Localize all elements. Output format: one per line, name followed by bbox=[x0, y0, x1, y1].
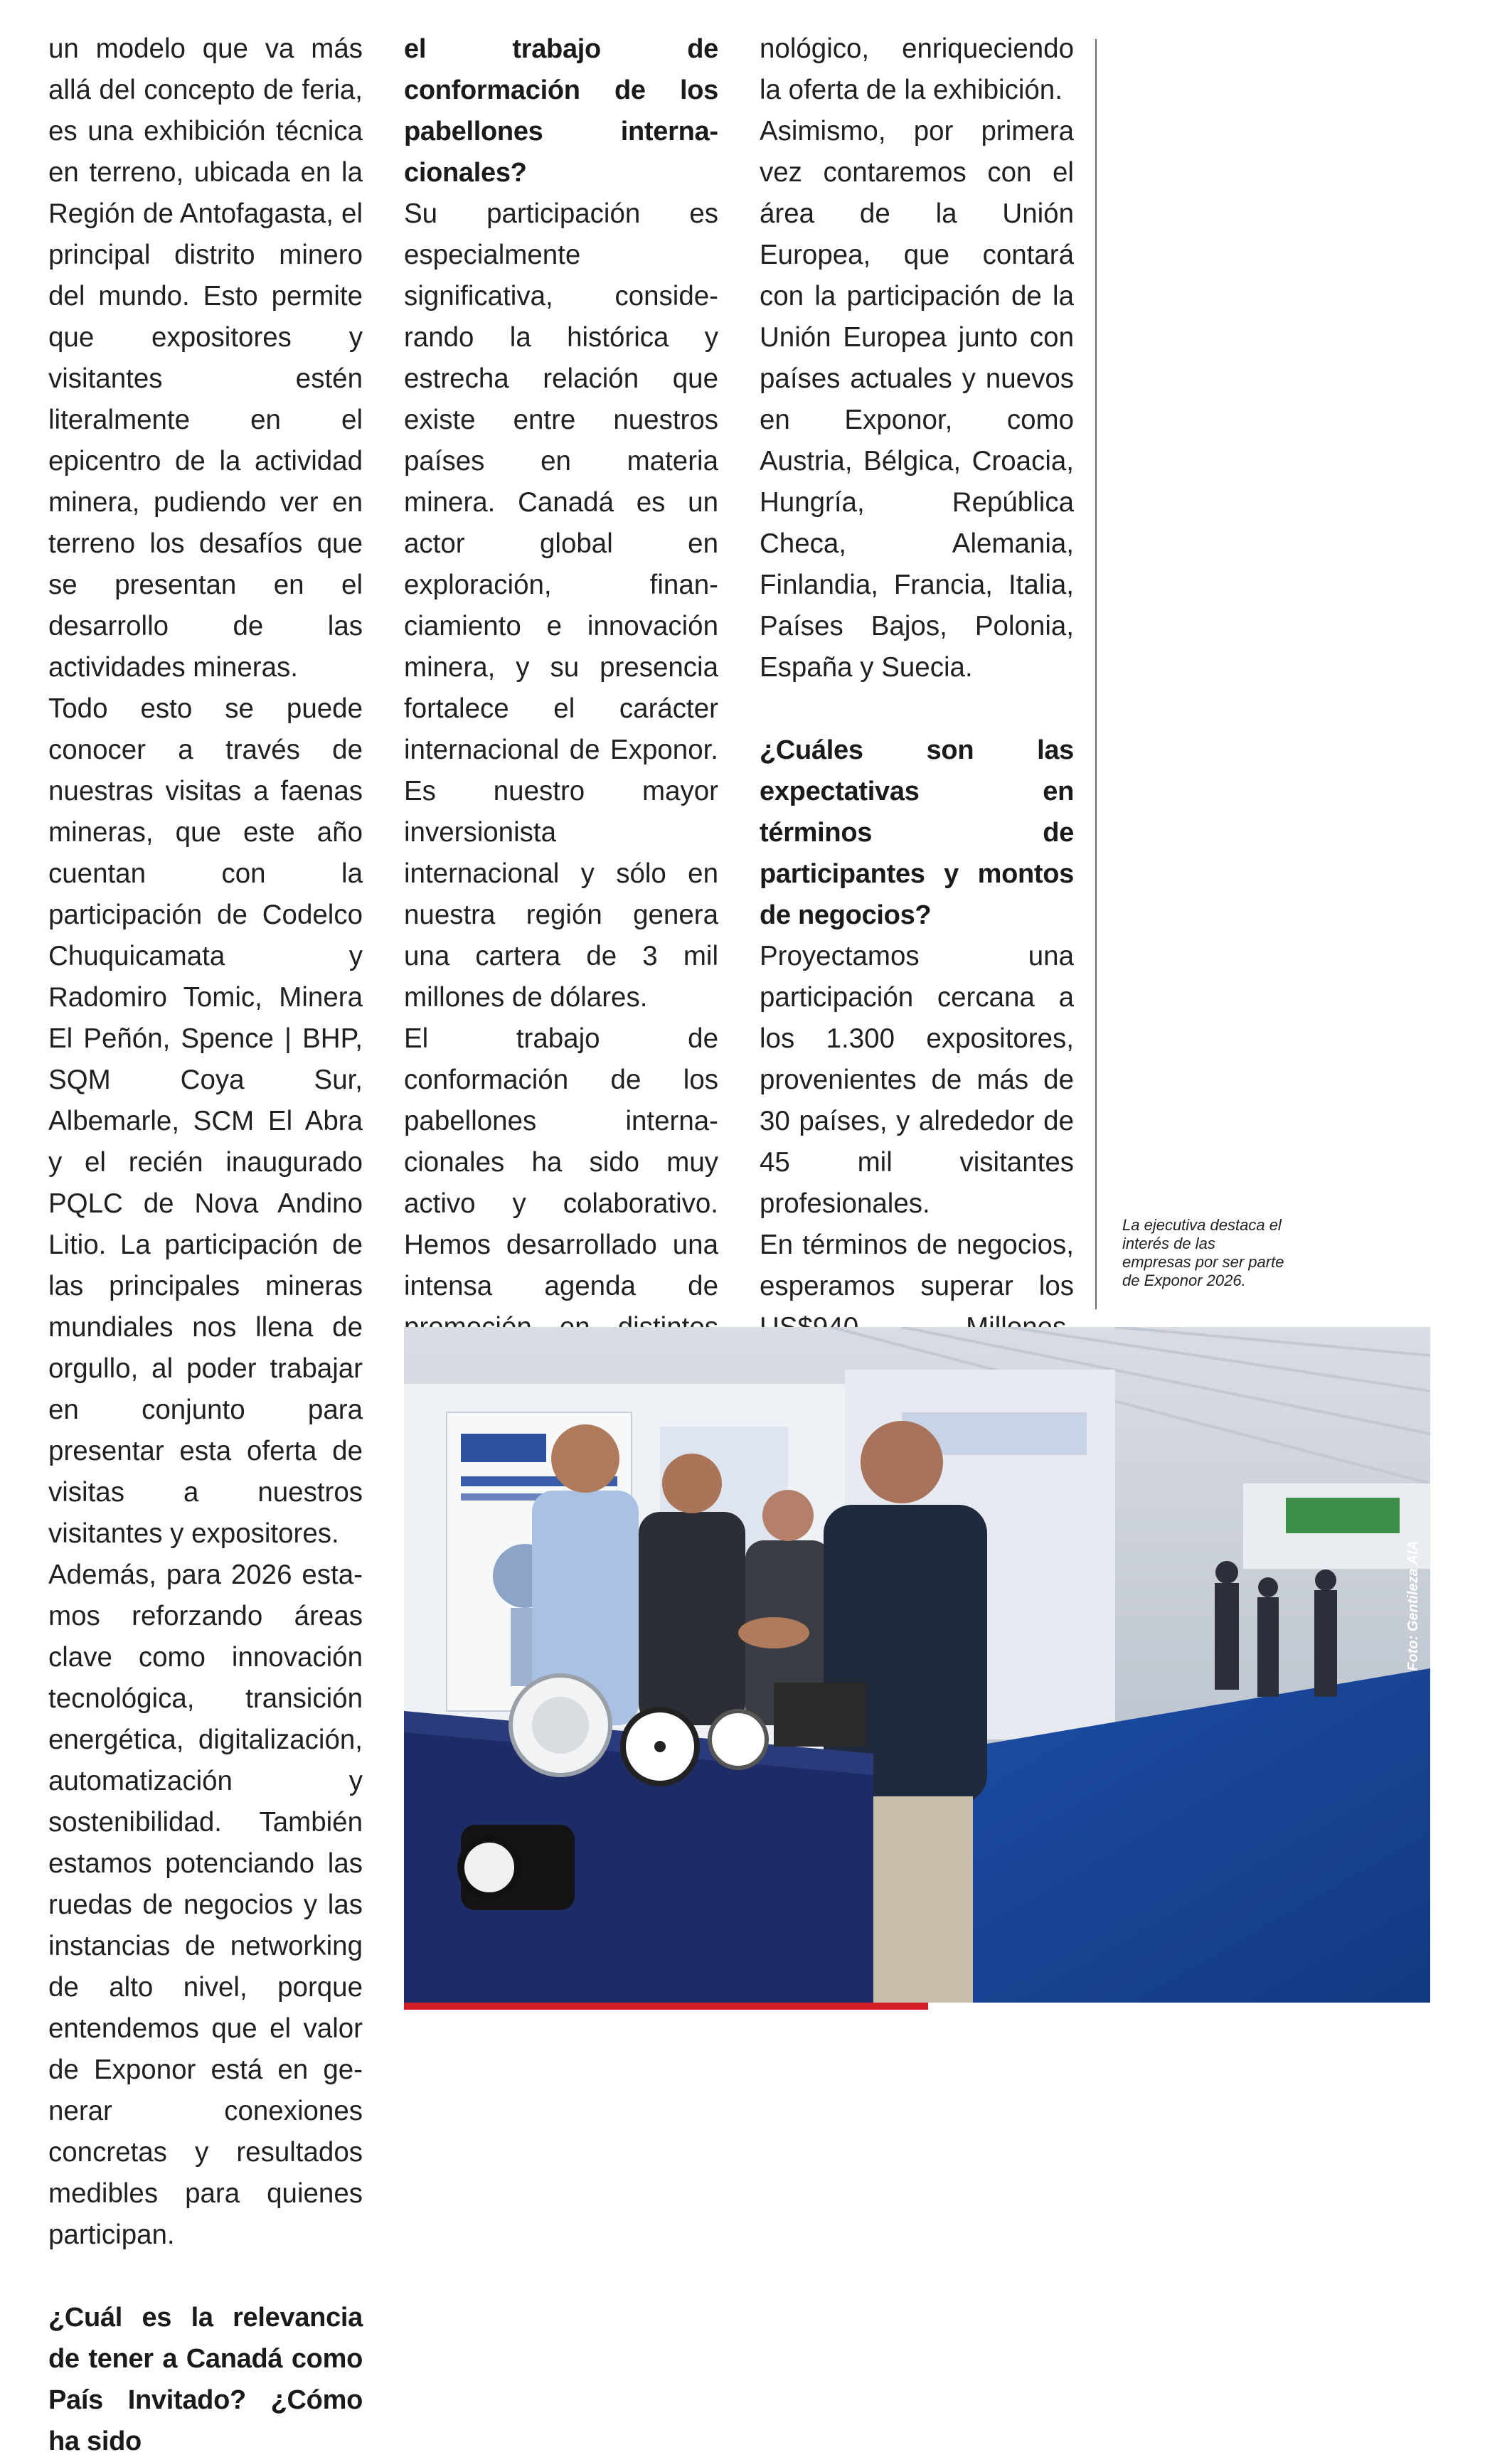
column-divider bbox=[1095, 39, 1097, 1309]
interview-question: ¿Cuál es la relevancia de tener a Canadá como País Invitado? ¿Cómo ha sido bbox=[48, 2303, 363, 2456]
event-photo bbox=[404, 1327, 1430, 2003]
paragraph: nológico, enriqueciendo la oferta de la exhibición. bbox=[760, 33, 1074, 105]
accent-bar bbox=[404, 2003, 928, 2010]
interview-question-continued: el trabajo de conformación de los pabellones internacionales? bbox=[404, 34, 718, 188]
paragraph: Asimismo, por primera vez contaremos con el área de la Unión Europea, que contará con la participación de la Unión Europea junto con países actuales y nuevos en Exponor, como Austria, Bélgica, Croacia, Hungría, República Checa, Alemania, Finlandia, Francia, Italia, Países Bajos, Polonia, España y Suecia. bbox=[760, 116, 1074, 683]
interview-question: ¿Cuáles son las expectativas en términos de participantes y montos de negocios? bbox=[760, 735, 1074, 930]
photo-caption: La ejecutiva destaca el interés de las empresas por ser parte de Exponor 2026. bbox=[1122, 1216, 1284, 1289]
paragraph: Proyectamos una participación cercana a los 1.300 expositores, provenientes de más de 30 países, y alrededor de 45 mil visitantes profesionales. bbox=[760, 941, 1074, 1219]
paragraph: Todo esto se puede conocer a través de nuestras visitas a faenas mineras, que este año cuentan con la participación de Codelco Chuquicamata y Radomiro Tomic, Minera El Peñón, Spence | BHP, SQM Coya Sur, Albemarle, SCM El Abra y el recién inaugurado PQLC de Nova Andino Litio. La participación de las principales mineras mundiales nos llena de orgullo, al poder trabajar en conjunto para presentar esta oferta de visitas a nuestros visitantes y expositores. bbox=[48, 693, 363, 1549]
paragraph: un modelo que va más allá del concepto de feria, es una exhibición técnica en terreno, ubicada en la Región de Antofagasta, el principal distrito minero del mundo. Esto permite que expositores y visitantes estén literalmente en el epicentro de la actividad minera, pudiendo ver en terreno los desafíos que se presentan en el desarrollo de las actividades mineras. bbox=[48, 33, 363, 683]
paragraph: El trabajo de conformación de los pabellones internacionales ha sido muy activo y colaborativo. Hemos desarrollado una intensa agenda de bbox=[404, 1023, 718, 1301]
paragraph-text: En términos de negocios, esperamos superar los bbox=[760, 1230, 1074, 1301]
paragraph: Además, para 2026 estamos reforzando áreas clave como innovación tecnológica, transición energética, digitalización, automatización y sostenibilidad. También estamos potenciando las ruedas de negocios y las instancias de networking de alto nivel, porque entendemos que el valor de Exponor está en generar conexiones concretas y resultados medibles para quienes participan. bbox=[48, 1560, 363, 2250]
paragraph: Su participación es especialmente significativa, considerando la histórica y estrecha relación que existe entre nuestros países en materia minera. Canadá es un actor global en exploración, financiamiento e innovación minera, y su presencia fortalece el carácter internacional de Exponor. Es nuestro mayor inversionista internacional y sólo en nuestra región genera una cartera de 3 mil millones de dólares. bbox=[404, 198, 718, 1013]
photo-credit: Foto: Gentileza AIA bbox=[1405, 1540, 1421, 1671]
text-column-1 bbox=[48, 28, 363, 2462]
event-photo-illustration bbox=[404, 1327, 1430, 2003]
